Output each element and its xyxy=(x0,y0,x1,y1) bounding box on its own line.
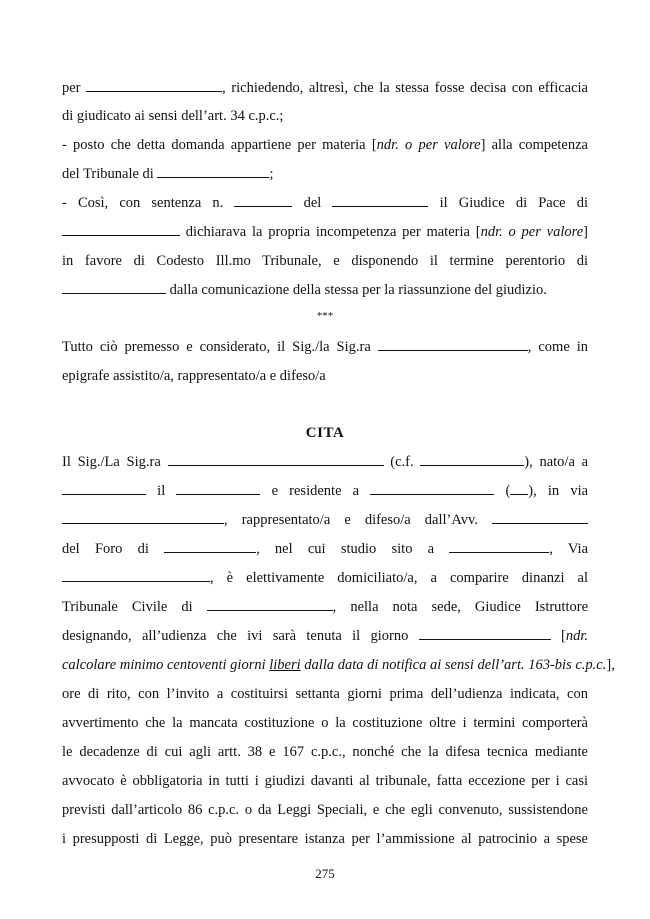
italic-underlined-note: liberi xyxy=(269,657,301,673)
blank-field xyxy=(378,336,528,351)
text-line xyxy=(62,76,588,100)
text-line xyxy=(62,220,588,244)
text-line: avvocato è obbligatoria in tutti i giudizi davanti al tribunale, fatta eccezione per i casi xyxy=(62,773,588,789)
blank-field xyxy=(164,538,256,553)
blank-field xyxy=(332,192,428,207)
text-fragment: , nel cui studio sito a xyxy=(256,541,435,557)
blank-field xyxy=(419,625,551,640)
text-line xyxy=(62,653,615,677)
text-fragment: , come in xyxy=(527,339,589,355)
blank-field xyxy=(62,480,146,495)
text-line: avvertimento che la mancata costituzione o la costituzione oltre i termini comporterà xyxy=(62,715,588,731)
text-fragment: ] xyxy=(583,224,589,240)
section-heading: CITA xyxy=(305,425,345,441)
text-fragment: - posto che detta domanda appartiene per materia [ xyxy=(62,137,377,153)
text-fragment: il xyxy=(157,483,166,499)
blank-field xyxy=(207,596,333,611)
text-line: le decadenze di cui agli artt. 38 e 167 c.p.c., nonché che la difesa tecnica mediante xyxy=(62,744,588,760)
text-line: di giudicato ai sensi dell’art. 34 c.p.c.; xyxy=(62,108,284,124)
text-fragment: (c.f. xyxy=(390,454,414,470)
blank-field xyxy=(370,480,494,495)
blank-field xyxy=(168,451,384,466)
text-fragment: , rappresentato/a e difeso/a dall’Avv. xyxy=(224,512,478,528)
text-fragment: , richiedendo, altresì, che la stessa fosse decisa con efficacia xyxy=(222,80,588,96)
text-line xyxy=(62,133,588,157)
text-fragment: , è elettivamente domiciliato/a, a comparire dinanzi al xyxy=(210,570,588,586)
text-line xyxy=(62,162,588,186)
text-line xyxy=(62,278,588,302)
text-line: previsti dall’articolo 86 c.p.c. o da Leggi Speciali, e che egli convenuto, sussistendone xyxy=(62,802,588,818)
text-fragment: [ xyxy=(560,628,566,644)
section-separator: *** xyxy=(316,310,334,322)
text-fragment: ( xyxy=(505,483,511,499)
italic-note: ndr. xyxy=(565,628,588,644)
text-fragment: dalla comunicazione della stessa per la riassunzione del giudizio. xyxy=(169,282,547,298)
text-line xyxy=(62,595,588,619)
italic-note: ndr. o per valore xyxy=(480,224,584,240)
blank-field xyxy=(449,538,549,553)
text-fragment: e residente a xyxy=(271,483,360,499)
text-fragment: ; xyxy=(269,166,274,182)
blank-field xyxy=(62,221,180,236)
blank-field xyxy=(62,509,224,524)
text-fragment: , nella nota sede, Giudice Istruttore xyxy=(332,599,589,615)
text-line xyxy=(62,624,588,648)
italic-note: calcolare minimo centoventi giorni xyxy=(62,657,270,673)
blank-field xyxy=(62,279,166,294)
text-fragment: del Foro di xyxy=(62,541,149,557)
blank-field xyxy=(176,480,260,495)
text-fragment: , Via xyxy=(549,541,588,557)
italic-note: ndr. o per valore xyxy=(376,137,481,153)
text-line xyxy=(62,450,588,474)
text-fragment: ), nato/a a xyxy=(524,454,589,470)
text-fragment: Tribunale Civile di xyxy=(62,599,193,615)
text-line: epigrafe assistito/a, rappresentato/a e difeso/a xyxy=(62,368,326,384)
text-line xyxy=(62,537,588,561)
text-fragment: designando, all’udienza che ivi sarà tenuta il giorno xyxy=(62,628,409,644)
text-fragment: del xyxy=(303,195,322,211)
text-line: i presupposti di Legge, può presentare istanza per l’ammissione al patrocinio a spese xyxy=(62,831,588,847)
text-fragment: il Giudice di Pace di xyxy=(439,195,589,211)
text-fragment: - Così, con sentenza n. xyxy=(62,195,224,211)
blank-field xyxy=(62,567,210,582)
text-fragment: del Tribunale di xyxy=(62,166,154,182)
blank-field xyxy=(157,163,269,178)
text-fragment: Il Sig./La Sig.ra xyxy=(62,454,161,470)
text-fragment: Tutto ciò premesso e considerato, il Sig./la Sig.ra xyxy=(62,339,371,355)
text-line xyxy=(62,508,588,532)
text-line xyxy=(62,566,588,590)
text-fragment: ), in via xyxy=(528,483,589,499)
blank-field xyxy=(492,509,588,524)
text-fragment: per xyxy=(62,80,81,96)
blank-field xyxy=(420,451,524,466)
blank-field xyxy=(234,192,292,207)
text-fragment: ], xyxy=(606,657,615,673)
text-fragment: dichiarava la propria incompetenza per materia [ xyxy=(185,224,481,240)
blank-field xyxy=(86,77,222,92)
page-number: 275 xyxy=(315,866,335,881)
italic-note: dalla data di notifica ai sensi dell’art. 163-bis c.p.c. xyxy=(300,657,607,673)
text-line xyxy=(62,191,588,215)
blank-field xyxy=(510,480,528,495)
text-line xyxy=(62,335,588,359)
text-line: in favore di Codesto Ill.mo Tribunale, e disponendo il termine perentorio di xyxy=(62,253,588,269)
text-line xyxy=(62,479,588,503)
text-line: ore di rito, con l’invito a costituirsi settanta giorni prima dell’udienza indicata, con xyxy=(62,686,588,702)
text-fragment: ] alla competenza xyxy=(480,137,588,153)
